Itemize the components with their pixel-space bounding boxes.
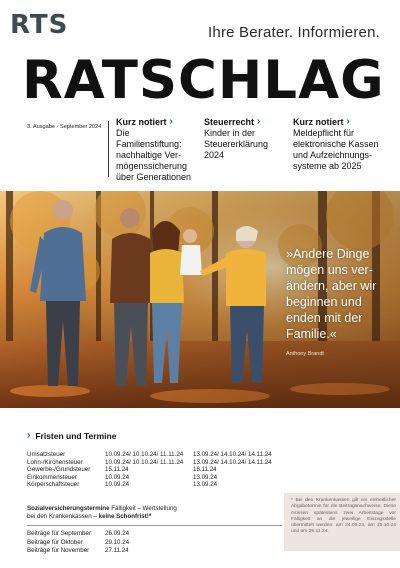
chevron-right-icon: › [346,116,350,127]
masthead-title: RATSCHLAG [22,50,385,111]
teaser-kicker: Kurz notiert [293,117,344,127]
social-security-table [27,529,129,555]
social-title-rest: Fälligkeit – Wertstellung [109,505,177,512]
teaser-text: Meldepflicht für elektronische Kassen und Aufzeichnungssysteme ab 2025 [293,128,379,171]
social-security-heading [27,505,287,521]
table-row: Lohn-/Kirchensteuer 10.09.24/ 10.10.24/ 11.11.24 13.09.24/ 14.10.24/ 14.11.24 [27,458,272,466]
chevron-right-icon: › [257,116,261,127]
teaser-tax-children[interactable] [204,117,286,161]
deadlines-table [27,451,272,489]
table-row: Einkommensteuer 10.09.24 13.09.24 [27,473,218,481]
social-line2: bei den Krankenkassen – [27,513,99,520]
deadlines-heading [27,430,116,441]
teaser-cash-register[interactable] [293,117,383,172]
table-row: Körperschaftsteuer 10.09.24 13.09.24 [27,481,218,489]
social-line2-bold: keine Schonfrist!* [98,513,152,520]
teaser-kicker: Kurz notiert [116,117,167,127]
deadlines-title: Fristen und Termine [35,430,117,441]
teaser-text: Die Familienstiftung: nachhaltige Vermögenssicherung über Generationen [116,128,192,182]
column-divider [108,121,109,177]
table-row: Gewerbe-/Grundsteuer 15.11.24 18.11.24 [27,466,217,474]
table-row: Beiträge für September 26.09.24 [27,529,130,537]
teaser-text: Kinder in der Steuererklärung 2024 [204,128,269,160]
table-row: Beiträge für November 27.11.24 [27,547,129,555]
footnote-box: * Bei den Krankenkassen gilt ein einheitlicher Abgabetermin für die Beitragsnachweise. Diese müssen spätestens zwei Arbeitstage vor Fälligkeit an die jeweilige Einzugsstelle übermittelt werden: am 24.09.24, am 25.10.24 und am 25.11.24. [284,493,400,551]
divider [27,525,282,526]
table-row: Umsatzsteuer 10.09.24/ 10.10.24/ 11.11.24 13.09.24/ 14.10.24/ 14.11.24 [27,451,272,458]
brand-tagline: Ihre Berater. Informieren. [208,24,380,41]
teaser-family-foundation[interactable] [116,117,196,183]
chevron-right-icon: › [169,116,173,127]
hero-quote-author: Anthony Brandt [286,351,324,357]
teaser-kicker: Steuerrecht [204,117,255,127]
chevron-right-icon: › [27,430,31,441]
brand-logo: RTS [10,10,69,40]
table-row: Beiträge für Oktober 29.10.24 [27,538,130,546]
issue-line: 3. Ausgabe · September 2024 [27,124,102,130]
hero-quote: »Andere Dinge mögen uns verändern, aber wir beginnen und enden mit der Familie.« [286,247,377,341]
social-title-bold: Sozialversicherungstermine [27,505,110,512]
